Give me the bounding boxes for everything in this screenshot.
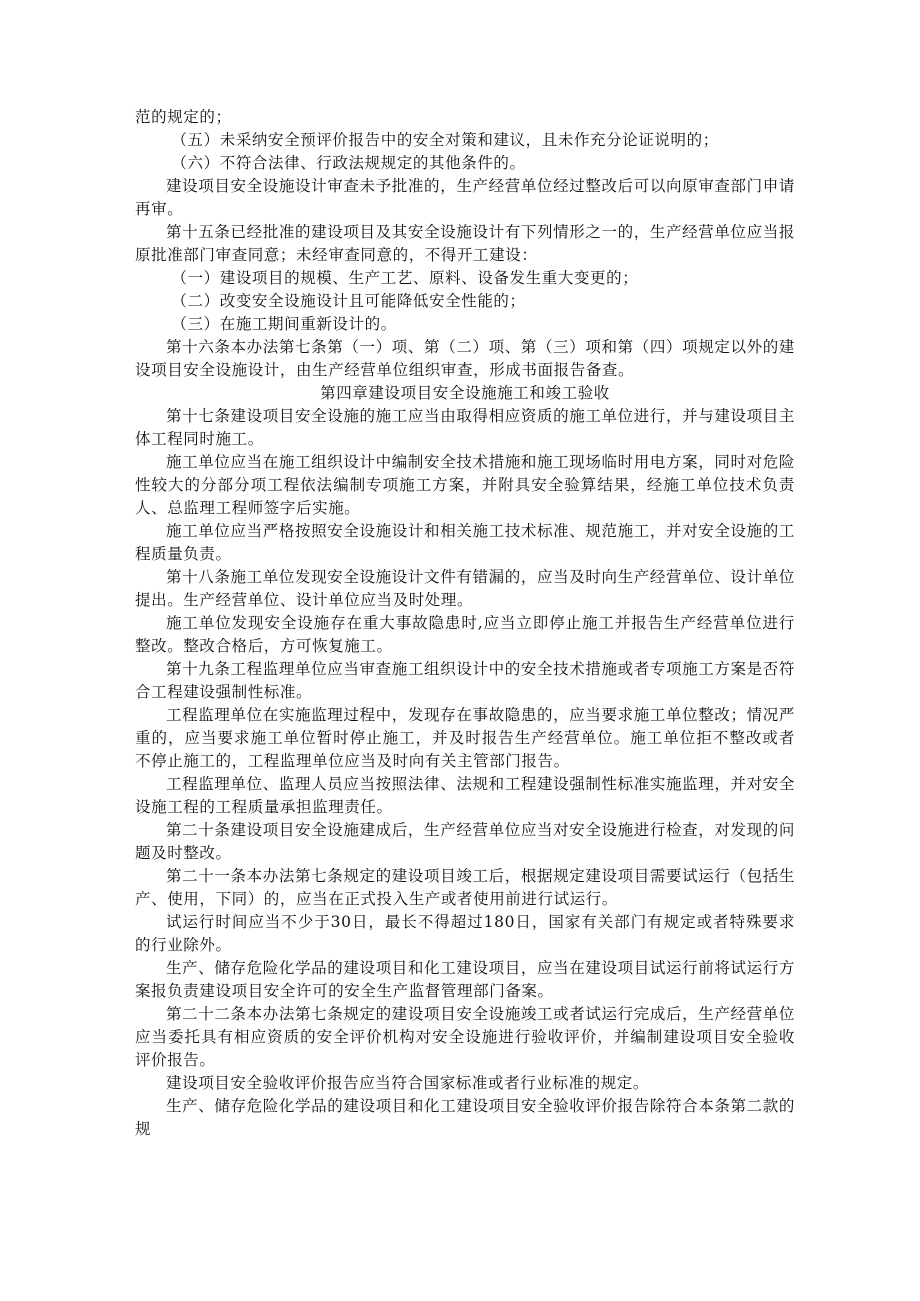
document-page [135, 106, 795, 1141]
paragraph: 建设项目安全验收评价报告应当符合国家标准或者行业标准的规定。 [166, 1074, 650, 1092]
paragraph: 施工单位发现安全设施存在重大事故隐患时,应当立即停止施工并报告生产经营单位进行整改。整改合格后，方可恢复施工。 [135, 614, 795, 655]
article-22: 第二十二条本办法第七条规定的建设项目安全设施竣工或者试运行完成后，生产经营单位应当委托具有相应资质的安全评价机构对安全设施进行验收评价，并编制建设项目安全验收评价报告。 [135, 1005, 795, 1069]
chapter-heading: 第四章建设项目安全设施施工和竣工验收 [320, 384, 610, 402]
article-15: 第十五条已经批准的建设项目及其安全设施设计有下列情形之一的，生产经营单位应当报原批准部门审查同意；未经审查同意的，不得开工建设： [135, 223, 795, 264]
paragraph: 施工单位应当在施工组织设计中编制安全技术措施和施工现场临时用电方案，同时对危险性较大的分部分项工程依法编制专项施工方案，并附具安全验算结果，经施工单位技术负责人、总监理工程师签字后实施。 [135, 453, 795, 517]
paragraph: 生产、储存危险化学品的建设项目和化工建设项目，应当在建设项目试运行前将试运行方案报负责建设项目安全许可的安全生产监督管理部门备案。 [135, 959, 795, 1000]
article-18: 第十八条施工单位发现安全设施设计文件有错漏的，应当及时向生产经营单位、设计单位提出。生产经营单位、设计单位应当及时处理。 [135, 568, 795, 609]
list-item: （一）建设项目的规模、生产工艺、原料、设备发生重大变更的； [171, 269, 639, 287]
article-21: 第二十一条本办法第七条规定的建设项目竣工后，根据规定建设项目需要试运行（包括生产、使用，下同）的，应当在正式投入生产或者使用前进行试运行。 [135, 867, 795, 908]
paragraph: 工程监理单位在实施监理过程中，发现存在事故隐患的，应当要求施工单位整改；情况严重的，应当要求施工单位暂时停止施工，并及时报告生产经营单位。施工单位拒不整改或者不停止施工的，工程监理单位应当及时向有关主管部门报告。 [135, 706, 795, 770]
list-item: （二）改变安全设施设计且可能降低安全性能的； [171, 292, 526, 310]
article-20: 第二十条建设项目安全设施建成后，生产经营单位应当对安全设施进行检查，对发现的问题及时整改。 [135, 821, 795, 862]
paragraph: 试运行时间应当不少于30日，最长不得超过180日，国家有关部门有规定或者特殊要求的行业除外。 [135, 913, 795, 954]
article-16: 第十六条本办法第七条第（一）项、第（二）项、第（三）项和第（四）项规定以外的建设项目安全设施设计，由生产经营单位组织审查，形成书面报告备查。 [135, 338, 795, 379]
paragraph: 范的规定的； [135, 108, 232, 126]
paragraph: 建设项目安全设施设计审查未予批准的，生产经营单位经过整改后可以向原审查部门申请再审。 [135, 177, 795, 218]
article-19: 第十九条工程监理单位应当审查施工组织设计中的安全技术措施或者专项施工方案是否符合工程建设强制性标准。 [135, 660, 795, 701]
paragraph: 工程监理单位、监理人员应当按照法律、法规和工程建设强制性标准实施监理，并对安全设施工程的工程质量承担监理责任。 [135, 775, 795, 816]
article-17: 第十七条建设项目安全设施的施工应当由取得相应资质的施工单位进行，并与建设项目主体工程同时施工。 [135, 407, 795, 448]
list-item: （五）未采纳安全预评价报告中的安全对策和建议，且未作充分论证说明的； [171, 131, 719, 149]
paragraph: 生产、储存危险化学品的建设项目和化工建设项目安全验收评价报告除符合本条第二款的规 [135, 1097, 795, 1138]
list-item: （六）不符合法律、行政法规规定的其他条件的。 [171, 154, 526, 172]
paragraph: 施工单位应当严格按照安全设施设计和相关施工技术标准、规范施工，并对安全设施的工程质量负责。 [135, 522, 795, 563]
list-item: （三）在施工期间重新设计的。 [171, 315, 397, 333]
